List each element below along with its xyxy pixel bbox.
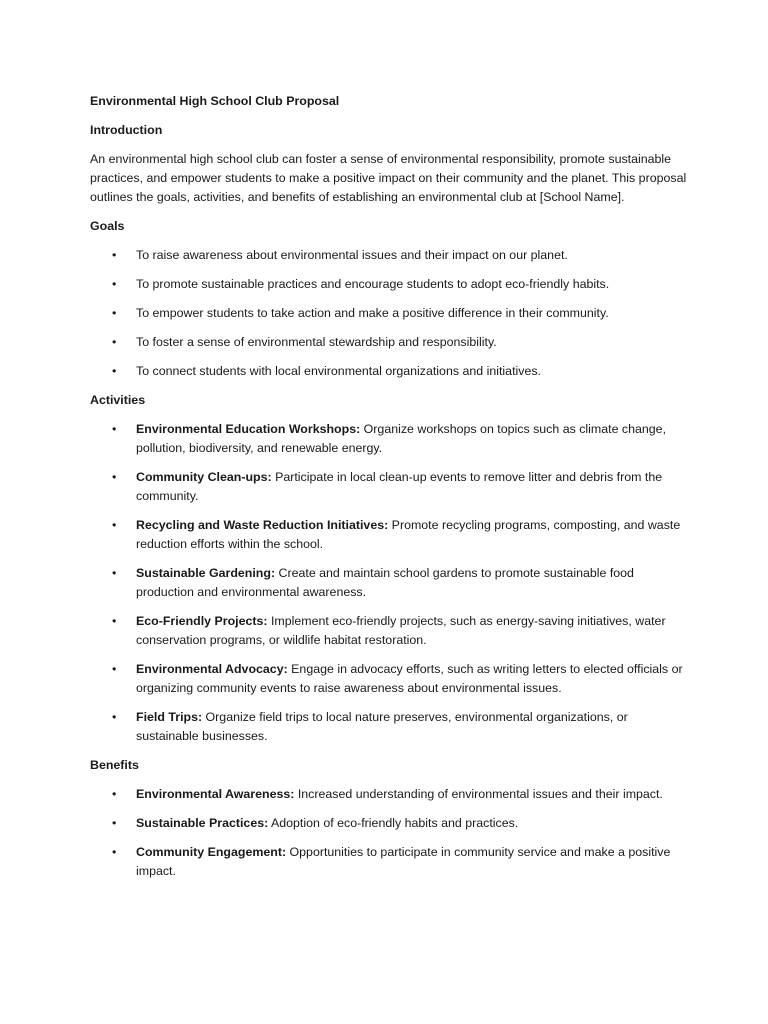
activity-label: Eco-Friendly Projects: xyxy=(136,614,268,628)
goal-text: To connect students with local environmental organizations and initiatives. xyxy=(136,364,541,378)
bullet-icon: • xyxy=(112,470,117,484)
benefit-text: Adoption of eco-friendly habits and practices. xyxy=(268,816,519,830)
activity-item xyxy=(90,660,690,698)
benefit-item xyxy=(90,843,690,881)
activity-text: Organize workshops on topics such as climate change, pollution, biodiversity, and renewable energy. xyxy=(136,422,667,455)
activity-text: Create and maintain school gardens to promote sustainable food production and environmental awareness. xyxy=(136,566,634,599)
activity-item xyxy=(90,468,690,506)
bullet-icon: • xyxy=(112,566,117,580)
activities-list xyxy=(90,420,690,746)
activity-item xyxy=(90,564,690,602)
introduction-heading: Introduction xyxy=(90,123,163,137)
activity-item xyxy=(90,516,690,554)
activity-label: Sustainable Gardening: xyxy=(136,566,276,580)
bullet-icon: • xyxy=(112,845,117,859)
goals-heading: Goals xyxy=(90,219,125,233)
benefit-label: Sustainable Practices: xyxy=(136,816,269,830)
bullet-icon: • xyxy=(112,277,117,291)
document-page xyxy=(90,92,690,891)
benefit-item xyxy=(90,785,690,804)
activity-label: Field Trips: xyxy=(136,710,203,724)
bullet-icon: • xyxy=(112,364,117,378)
activity-text: Engage in advocacy efforts, such as writing letters to elected officials or organizing community events to raise awareness about environmental issues. xyxy=(136,662,683,695)
goal-text: To promote sustainable practices and encourage students to adopt eco-friendly habits. xyxy=(136,277,610,291)
activity-label: Community Clean-ups: xyxy=(136,470,272,484)
goal-item xyxy=(90,304,690,323)
bullet-icon: • xyxy=(112,816,117,830)
goal-item xyxy=(90,362,690,381)
benefit-item xyxy=(90,814,690,833)
activity-item xyxy=(90,612,690,650)
introduction-paragraph: An environmental high school club can foster a sense of environmental responsibility, promote sustainable practices, and empower students to make a positive impact on their community and the planet. This proposal outlines the goals, activities, and benefits of establishing an environmental club at [School Name]. xyxy=(90,152,687,204)
bullet-icon: • xyxy=(112,614,117,628)
activity-label: Environmental Education Workshops: xyxy=(136,422,361,436)
bullet-icon: • xyxy=(112,422,117,436)
activity-label: Recycling and Waste Reduction Initiatives: xyxy=(136,518,389,532)
benefit-text: Increased understanding of environmental issues and their impact. xyxy=(294,787,663,801)
bullet-icon: • xyxy=(112,335,117,349)
activity-item xyxy=(90,420,690,458)
activity-text: Participate in local clean-up events to remove litter and debris from the community. xyxy=(136,470,663,503)
bullet-icon: • xyxy=(112,787,117,801)
activity-label: Environmental Advocacy: xyxy=(136,662,288,676)
activity-item xyxy=(90,708,690,746)
bullet-icon: • xyxy=(112,518,117,532)
bullet-icon: • xyxy=(112,662,117,676)
bullet-icon: • xyxy=(112,248,117,262)
bullet-icon: • xyxy=(112,306,117,320)
benefit-label: Community Engagement: xyxy=(136,845,287,859)
activities-heading: Activities xyxy=(90,393,146,407)
benefits-list xyxy=(90,785,690,881)
bullet-icon: • xyxy=(112,710,117,724)
benefits-heading: Benefits xyxy=(90,758,139,772)
goal-item xyxy=(90,275,690,294)
goal-text: To foster a sense of environmental stewardship and responsibility. xyxy=(136,335,497,349)
activity-text: Organize field trips to local nature preserves, environmental organizations, or sustainable businesses. xyxy=(136,710,628,743)
activity-text: Promote recycling programs, composting, and waste reduction efforts within the school. xyxy=(136,518,681,551)
goal-text: To raise awareness about environmental issues and their impact on our planet. xyxy=(136,248,568,262)
activity-text: Implement eco-friendly projects, such as energy-saving initiatives, water conservation programs, or wildlife habitat restoration. xyxy=(136,614,666,647)
goals-list xyxy=(90,246,690,381)
goal-item xyxy=(90,246,690,265)
goal-item xyxy=(90,333,690,352)
document-title: Environmental High School Club Proposal xyxy=(90,94,340,108)
benefit-text: Opportunities to participate in community service and make a positive impact. xyxy=(136,845,671,878)
benefit-label: Environmental Awareness: xyxy=(136,787,295,801)
goal-text: To empower students to take action and make a positive difference in their community. xyxy=(136,306,609,320)
